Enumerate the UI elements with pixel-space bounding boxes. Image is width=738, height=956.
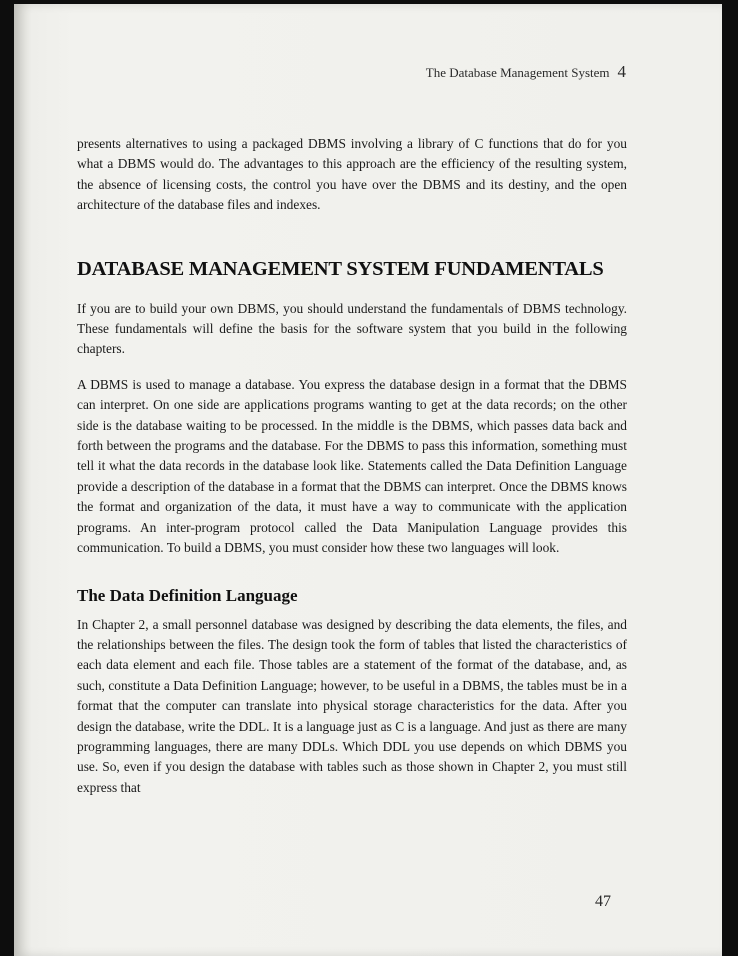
- fundamentals-paragraph-2: A DBMS is used to manage a database. You express the database design in a format that the DBMS can interpret. On one side are applications programs wanting to get at the data records; on the other side is the database waiting to be processed. In the middle is the DBMS, which passes data back and forth between the programs and the database. For the DBMS to pass this information, something must tell it what the data records in the database look like. Statements called the Data Definition Language provide a description of the database in a format that the DBMS can interpret. Once the DBMS knows the format and organization of the data, it must have a way to communicate with the application programs. An inter-program protocol called the Data Manipulation Language provides this communication. To build a DBMS, you must consider how these two languages will look.: [77, 376, 627, 556]
- intro-paragraph: presents alternatives to using a packaged DBMS involving a library of C functions that do for you what a DBMS would do. The advantages to this approach are the efficiency of the resulting system, the absence of licensing costs, the control you have over the DBMS and its destiny, and the open architecture of the database files and indexes.: [77, 136, 627, 213]
- page-body: [77, 134, 627, 798]
- fundamentals-paragraph-1: If you are to build your own DBMS, you should understand the fundamentals of DBMS technology. These fundamentals will define the basis for the software system that you build in the following chapters.: [77, 300, 627, 357]
- section-heading: DATABASE MANAGEMENT SYSTEM FUNDAMENTALS: [77, 257, 604, 280]
- running-title: The Database Management System: [425, 65, 610, 80]
- chapter-number: 4: [617, 62, 626, 81]
- page-number: 47: [595, 893, 611, 910]
- subsection-heading: The Data Definition Language: [77, 585, 298, 605]
- book-page: [14, 4, 722, 956]
- running-head: [426, 62, 626, 82]
- ddl-paragraph: In Chapter 2, a small personnel database was designed by describing the data elements, the files, and the relationships between the files. The design took the form of tables that listed the characteristics of each data element and each file. Those tables are a statement of the format of the database, and, as such, constitute a Data Definition Language; however, to be useful in a DBMS, the tables must be in a format that the computer can translate into physical storage characteristics for the data. After you design the database, write the DDL. It is a language just as C is a language. And just as there are many programming languages, there are many DDLs. Which DDL you use depends on which DBMS you use. So, even if you design the database with tables such as those shown in Chapter 2, you must still express that: [77, 616, 627, 795]
